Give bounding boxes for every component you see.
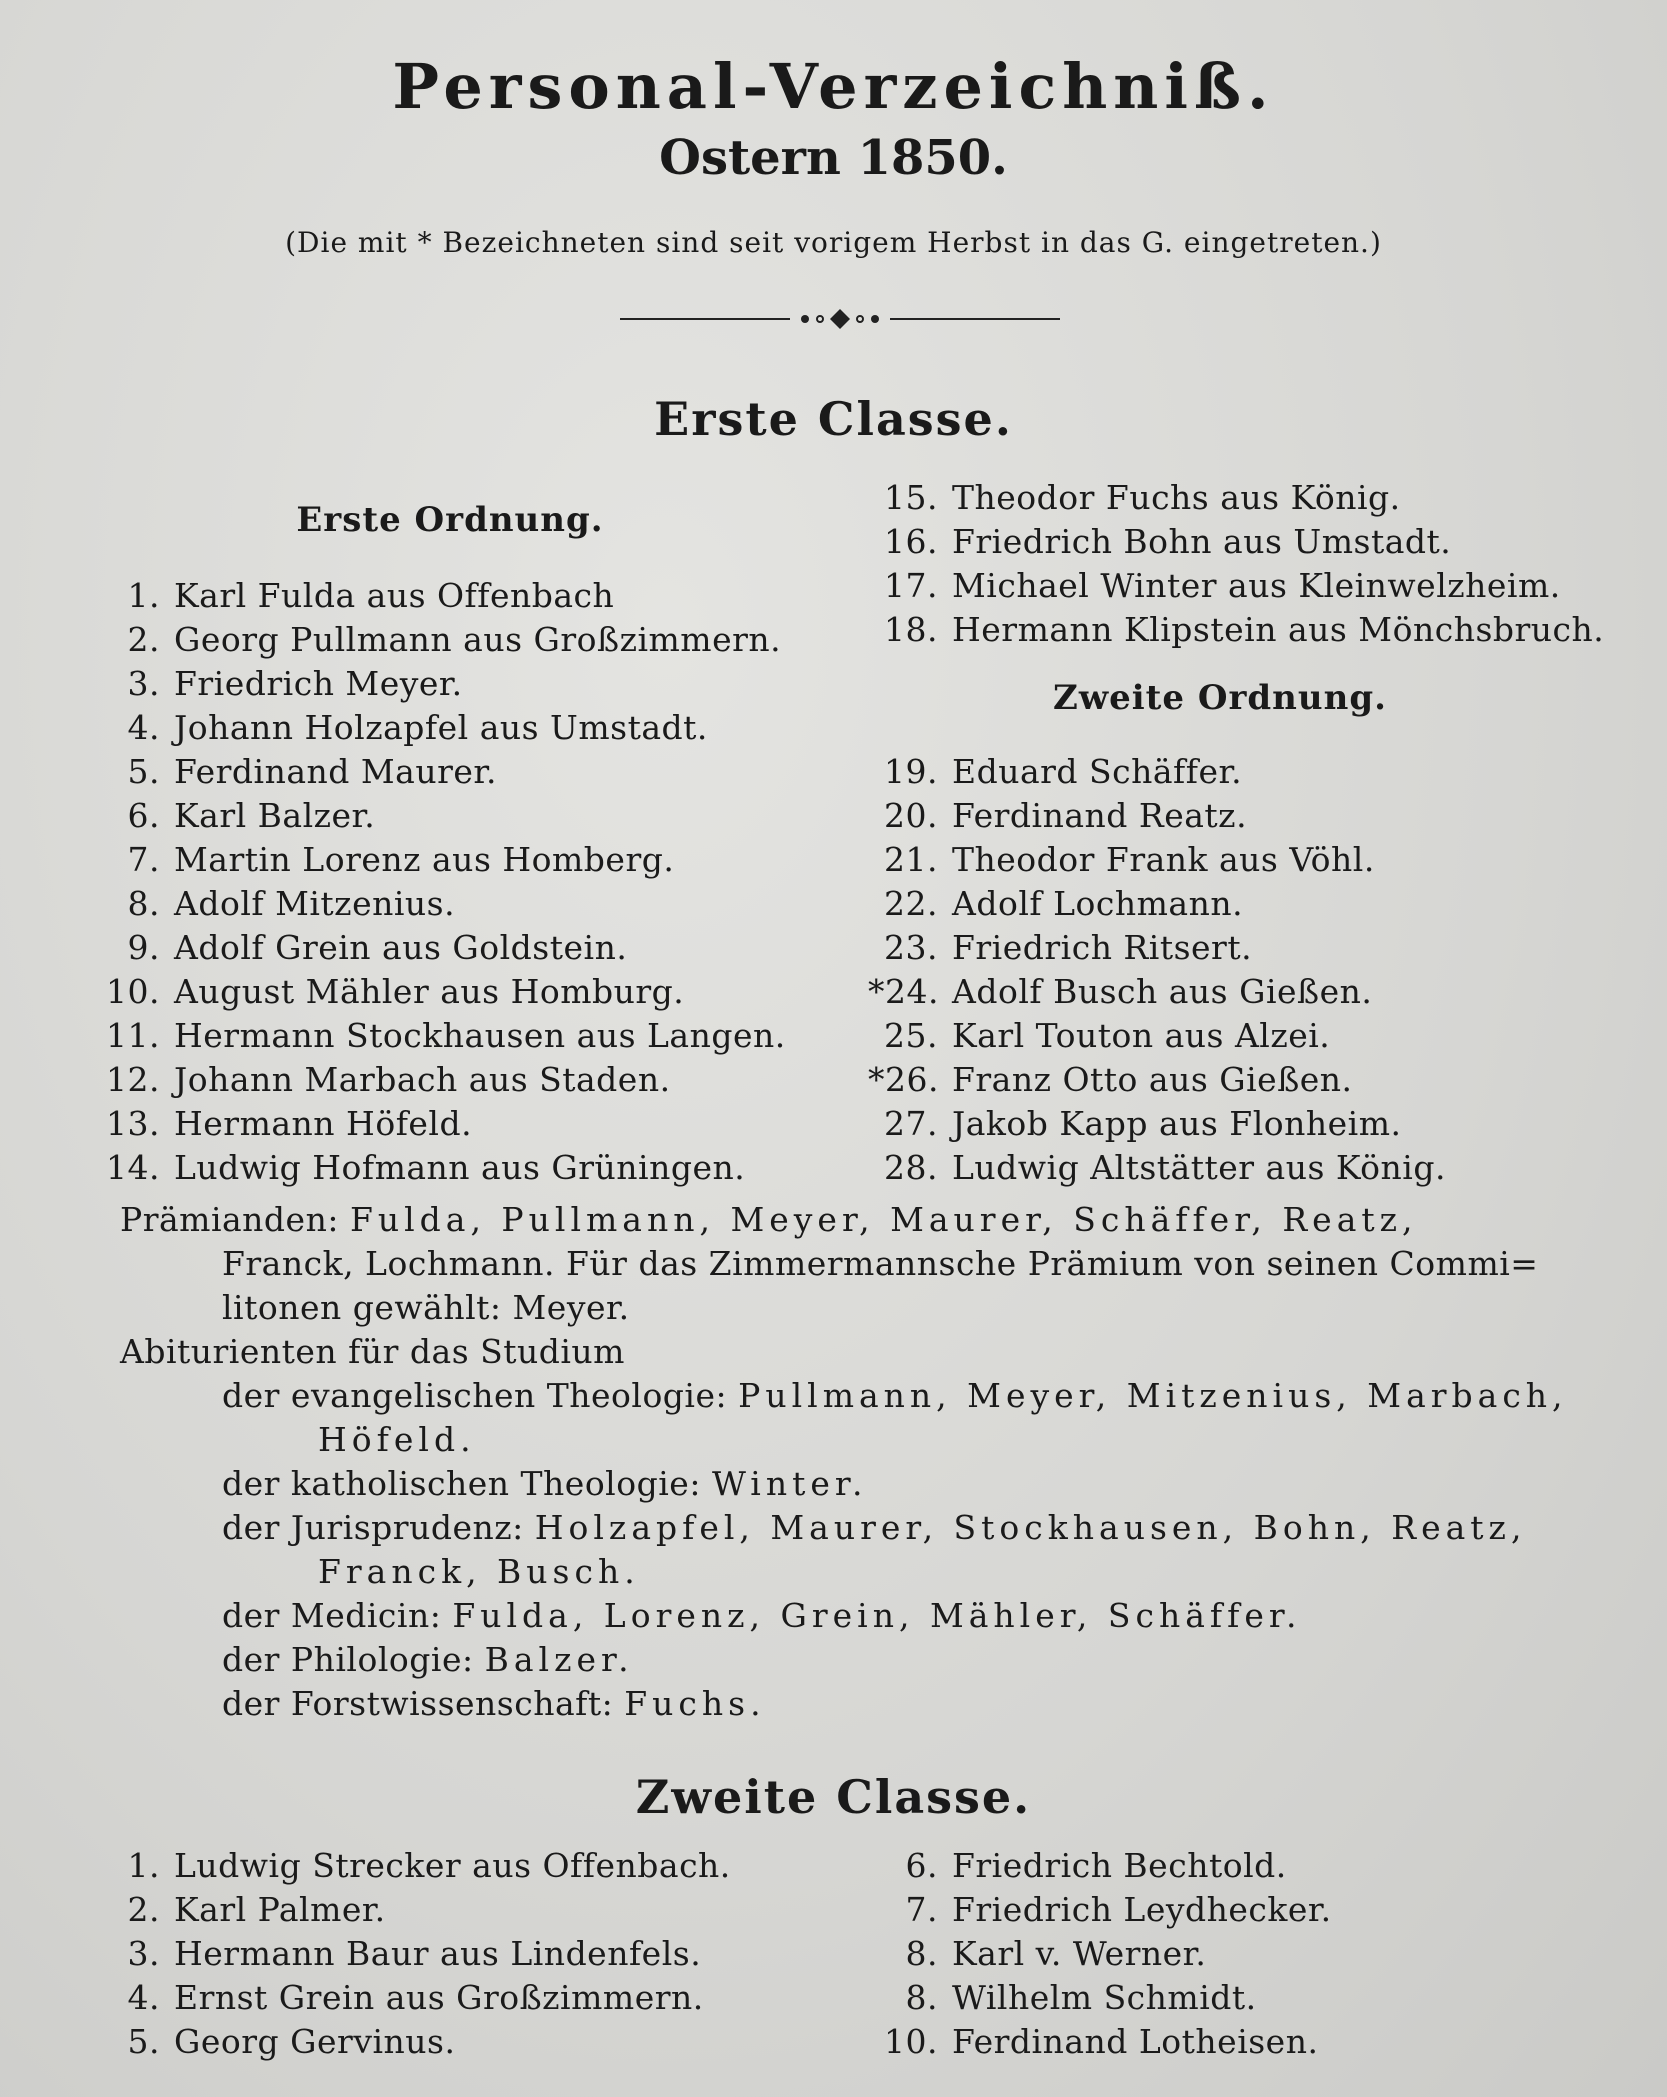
list-item: 4. Johann Holzapfel aus Umstadt. xyxy=(127,708,708,747)
list-item: 5. Ferdinand Maurer. xyxy=(127,752,498,791)
list-item: 18. Hermann Klipstein aus Mönchsbruch. xyxy=(884,610,1605,649)
list-item: 28. Ludwig Altstätter aus König. xyxy=(884,1148,1446,1187)
list-item: *24. Adolf Busch aus Gießen. xyxy=(868,972,1373,1011)
asterisk-note: (Die mit * Bezeichneten sind seit vorigem Herbst in das G. eingetreten.) xyxy=(285,226,1382,259)
list-item: 4. Ernst Grein aus Großzimmern. xyxy=(127,1978,704,2017)
list-item: 22. Adolf Lochmann. xyxy=(884,884,1244,923)
list-item: 2. Karl Palmer. xyxy=(127,1890,386,1929)
abiturienten-kath-theologie: der katholischen Theologie: Winter. xyxy=(222,1464,868,1503)
list-item: 17. Michael Winter aus Kleinwelzheim. xyxy=(884,566,1561,605)
list-item: 27. Jakob Kapp aus Flonheim. xyxy=(884,1104,1402,1143)
abiturienten-intro: Abiturienten für das Studium xyxy=(120,1332,625,1371)
heading-erste-classe: Erste Classe. xyxy=(654,392,1013,446)
list-item: *26. Franz Otto aus Gießen. xyxy=(868,1060,1353,1099)
list-item: 10. Ferdinand Lotheisen. xyxy=(884,2022,1319,2061)
list-item: 1. Ludwig Strecker aus Offenbach. xyxy=(127,1846,731,1885)
list-item: 13. Hermann Höfeld. xyxy=(106,1104,473,1143)
praemianden-line-1: Prämianden: Fulda, Pullmann, Meyer, Maurer, Schäffer, Reatz, xyxy=(120,1200,1418,1239)
list-item: 3. Friedrich Meyer. xyxy=(127,664,463,703)
heading-zweite-ordnung: Zweite Ordnung. xyxy=(1053,678,1387,718)
list-item: 8. Wilhelm Schmidt. xyxy=(905,1978,1257,2017)
list-item: 6. Karl Balzer. xyxy=(127,796,376,835)
abiturienten-jurisprudenz: der Jurisprudenz: Holzapfel, Maurer, Stockhausen, Bohn, Reatz, xyxy=(222,1508,1527,1547)
page-subtitle: Ostern 1850. xyxy=(659,130,1008,186)
list-zweite-classe-right xyxy=(870,1844,1332,2064)
praemianden-line-2: Franck, Lochmann. Für das Zimmermannsche Prämium von seinen Commi= xyxy=(222,1244,1539,1283)
abiturienten-ev-theologie-cont: Höfeld. xyxy=(318,1420,476,1459)
list-item: 16. Friedrich Bohn aus Umstadt. xyxy=(884,522,1452,561)
list-item: 10. August Mähler aus Homburg. xyxy=(106,972,685,1011)
abiturienten-ev-theologie: der evangelischen Theologie: Pullmann, Meyer, Mitzenius, Marbach, xyxy=(222,1376,1568,1415)
list-item: 19. Eduard Schäffer. xyxy=(884,752,1243,791)
list-item: 2. Georg Pullmann aus Großzimmern. xyxy=(127,620,782,659)
list-item: 6. Friedrich Bechtold. xyxy=(905,1846,1287,1885)
heading-erste-ordnung: Erste Ordnung. xyxy=(296,500,604,540)
list-item: 9. Adolf Grein aus Goldstein. xyxy=(127,928,628,967)
list-item: 5. Georg Gervinus. xyxy=(127,2022,456,2061)
list-item: 1. Karl Fulda aus Offenbach xyxy=(127,576,615,615)
list-item: 15. Theodor Fuchs aus König. xyxy=(884,478,1401,517)
list-item: 7. Martin Lorenz aus Homberg. xyxy=(127,840,675,879)
list-item: 25. Karl Touton aus Alzei. xyxy=(884,1016,1331,1055)
list-item: 7. Friedrich Leydhecker. xyxy=(905,1890,1332,1929)
list-item: 12. Johann Marbach aus Staden. xyxy=(106,1060,671,1099)
heading-zweite-classe: Zweite Classe. xyxy=(635,1770,1032,1824)
list-item: 8. Adolf Mitzenius. xyxy=(127,884,456,923)
abiturienten-jurisprudenz-cont: Franck, Busch. xyxy=(318,1552,640,1591)
list-zweite-ordnung xyxy=(868,750,1446,1190)
abiturienten-forstwissenschaft: der Forstwissenschaft: Fuchs. xyxy=(222,1684,766,1723)
ornament-divider-icon xyxy=(620,304,1060,334)
abiturienten-philologie: der Philologie: Balzer. xyxy=(222,1640,634,1679)
list-erste-ordnung-left xyxy=(100,574,786,1190)
list-item: 14. Ludwig Hofmann aus Grüningen. xyxy=(106,1148,746,1187)
list-item: 11. Hermann Stockhausen aus Langen. xyxy=(106,1016,786,1055)
list-item: 21. Theodor Frank aus Vöhl. xyxy=(884,840,1375,879)
list-zweite-classe-left xyxy=(100,1844,731,2064)
page-title: Personal-Verzeichniß. xyxy=(392,50,1275,123)
list-item: 23. Friedrich Ritsert. xyxy=(884,928,1253,967)
praemianden-line-3: litonen gewählt: Meyer. xyxy=(222,1288,630,1327)
list-erste-ordnung-right xyxy=(868,476,1604,652)
list-item: 20. Ferdinand Reatz. xyxy=(884,796,1248,835)
list-item: 3. Hermann Baur aus Lindenfels. xyxy=(127,1934,702,1973)
abiturienten-medicin: der Medicin: Fulda, Lorenz, Grein, Mähler, Schäffer. xyxy=(222,1596,1302,1635)
list-item: 8. Karl v. Werner. xyxy=(905,1934,1207,1973)
